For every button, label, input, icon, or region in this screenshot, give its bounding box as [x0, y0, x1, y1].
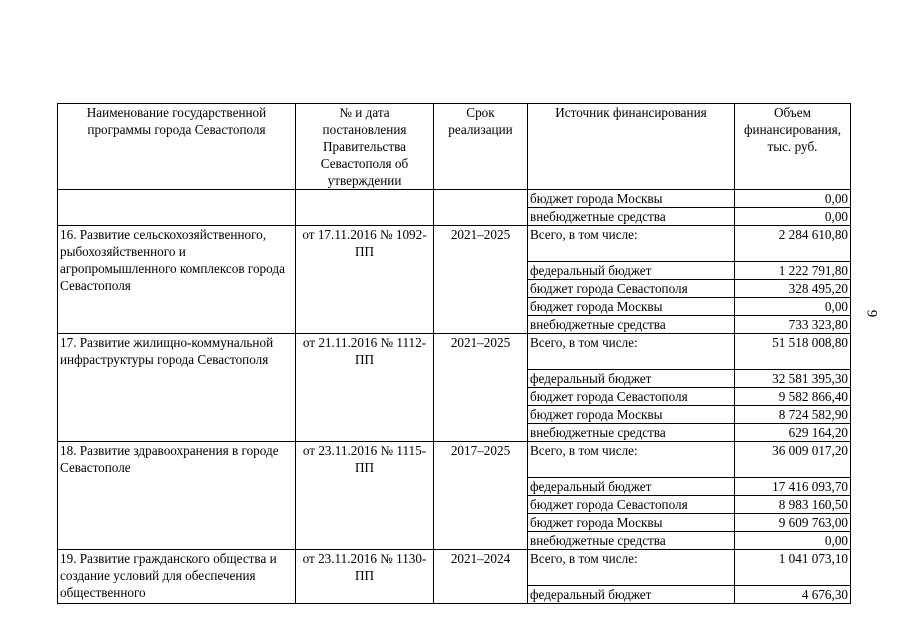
amount-cell: 17 416 093,70 [735, 478, 851, 496]
source-cell: внебюджетные средства [528, 208, 735, 226]
source-cell: бюджет города Москвы [528, 190, 735, 208]
source-cell: федеральный бюджет [528, 586, 735, 604]
amount-cell: 1 041 073,10 [735, 550, 851, 586]
amount-cell: 9 609 763,00 [735, 514, 851, 532]
table-row [58, 190, 851, 208]
source-cell: бюджет города Москвы [528, 298, 735, 316]
program-name-cell: 18. Развитие здравоохранения в городе Севастополе [58, 442, 296, 550]
source-cell: внебюджетные средства [528, 316, 735, 334]
amount-cell: 0,00 [735, 298, 851, 316]
amount-cell: 1 222 791,80 [735, 262, 851, 280]
decree-cell: от 21.11.2016 № 1112-ПП [296, 334, 434, 442]
amount-cell: 32 581 395,30 [735, 370, 851, 388]
header-decree: № и дата постановления Правительства Севастополя об утверждении [296, 104, 434, 190]
period-cell: 2021–2025 [434, 226, 528, 334]
program-name-cell: 17. Развитие жилищно-коммунальной инфраструктуры города Севастополя [58, 334, 296, 442]
source-cell: бюджет города Севастополя [528, 280, 735, 298]
decree-cell: от 23.11.2016 № 1115-ПП [296, 442, 434, 550]
source-cell: федеральный бюджет [528, 262, 735, 280]
source-cell: бюджет города Севастополя [528, 388, 735, 406]
source-cell: Всего, в том числе: [528, 550, 735, 586]
period-cell: 2021–2024 [434, 550, 528, 604]
amount-cell: 8 983 160,50 [735, 496, 851, 514]
table-row [58, 226, 851, 262]
amount-cell: 2 284 610,80 [735, 226, 851, 262]
amount-cell: 733 323,80 [735, 316, 851, 334]
header-program: Наименование государственной программы города Севастополя [58, 104, 296, 190]
source-cell: внебюджетные средства [528, 424, 735, 442]
source-cell: Всего, в том числе: [528, 226, 735, 262]
amount-cell: 0,00 [735, 208, 851, 226]
amount-cell: 4 676,30 [735, 586, 851, 604]
table-row [58, 550, 851, 586]
decree-cell: от 23.11.2016 № 1130-ПП [296, 550, 434, 604]
page-number: 9 [863, 309, 880, 318]
table-row [58, 442, 851, 478]
header-amount: Объем финансирования, тыс. руб. [735, 104, 851, 190]
carry-decree-cell [296, 190, 434, 226]
source-cell: федеральный бюджет [528, 370, 735, 388]
source-cell: бюджет города Москвы [528, 406, 735, 424]
period-cell: 2021–2025 [434, 334, 528, 442]
period-cell: 2017–2025 [434, 442, 528, 550]
header-source: Источник финансирования [528, 104, 735, 190]
table-header-row [58, 104, 851, 190]
amount-cell: 0,00 [735, 190, 851, 208]
source-cell: Всего, в том числе: [528, 334, 735, 370]
source-cell: бюджет города Москвы [528, 514, 735, 532]
amount-cell: 0,00 [735, 532, 851, 550]
amount-cell: 629 164,20 [735, 424, 851, 442]
source-cell: Всего, в том числе: [528, 442, 735, 478]
amount-cell: 8 724 582,90 [735, 406, 851, 424]
source-cell: бюджет города Севастополя [528, 496, 735, 514]
amount-cell: 328 495,20 [735, 280, 851, 298]
amount-cell: 36 009 017,20 [735, 442, 851, 478]
amount-cell: 51 518 008,80 [735, 334, 851, 370]
funding-table [57, 103, 851, 604]
carry-program-cell [58, 190, 296, 226]
source-cell: федеральный бюджет [528, 478, 735, 496]
carry-period-cell [434, 190, 528, 226]
program-name-cell: 19. Развитие гражданского общества и создание условий для обеспечения общественного [58, 550, 296, 604]
amount-cell: 9 582 866,40 [735, 388, 851, 406]
header-period: Срок реализации [434, 104, 528, 190]
source-cell: внебюджетные средства [528, 532, 735, 550]
decree-cell: от 17.11.2016 № 1092-ПП [296, 226, 434, 334]
table-row [58, 334, 851, 370]
program-name-cell: 16. Развитие сельскохозяйственного, рыбохозяйственного и агропромышленного комплексов города Севастополя [58, 226, 296, 334]
